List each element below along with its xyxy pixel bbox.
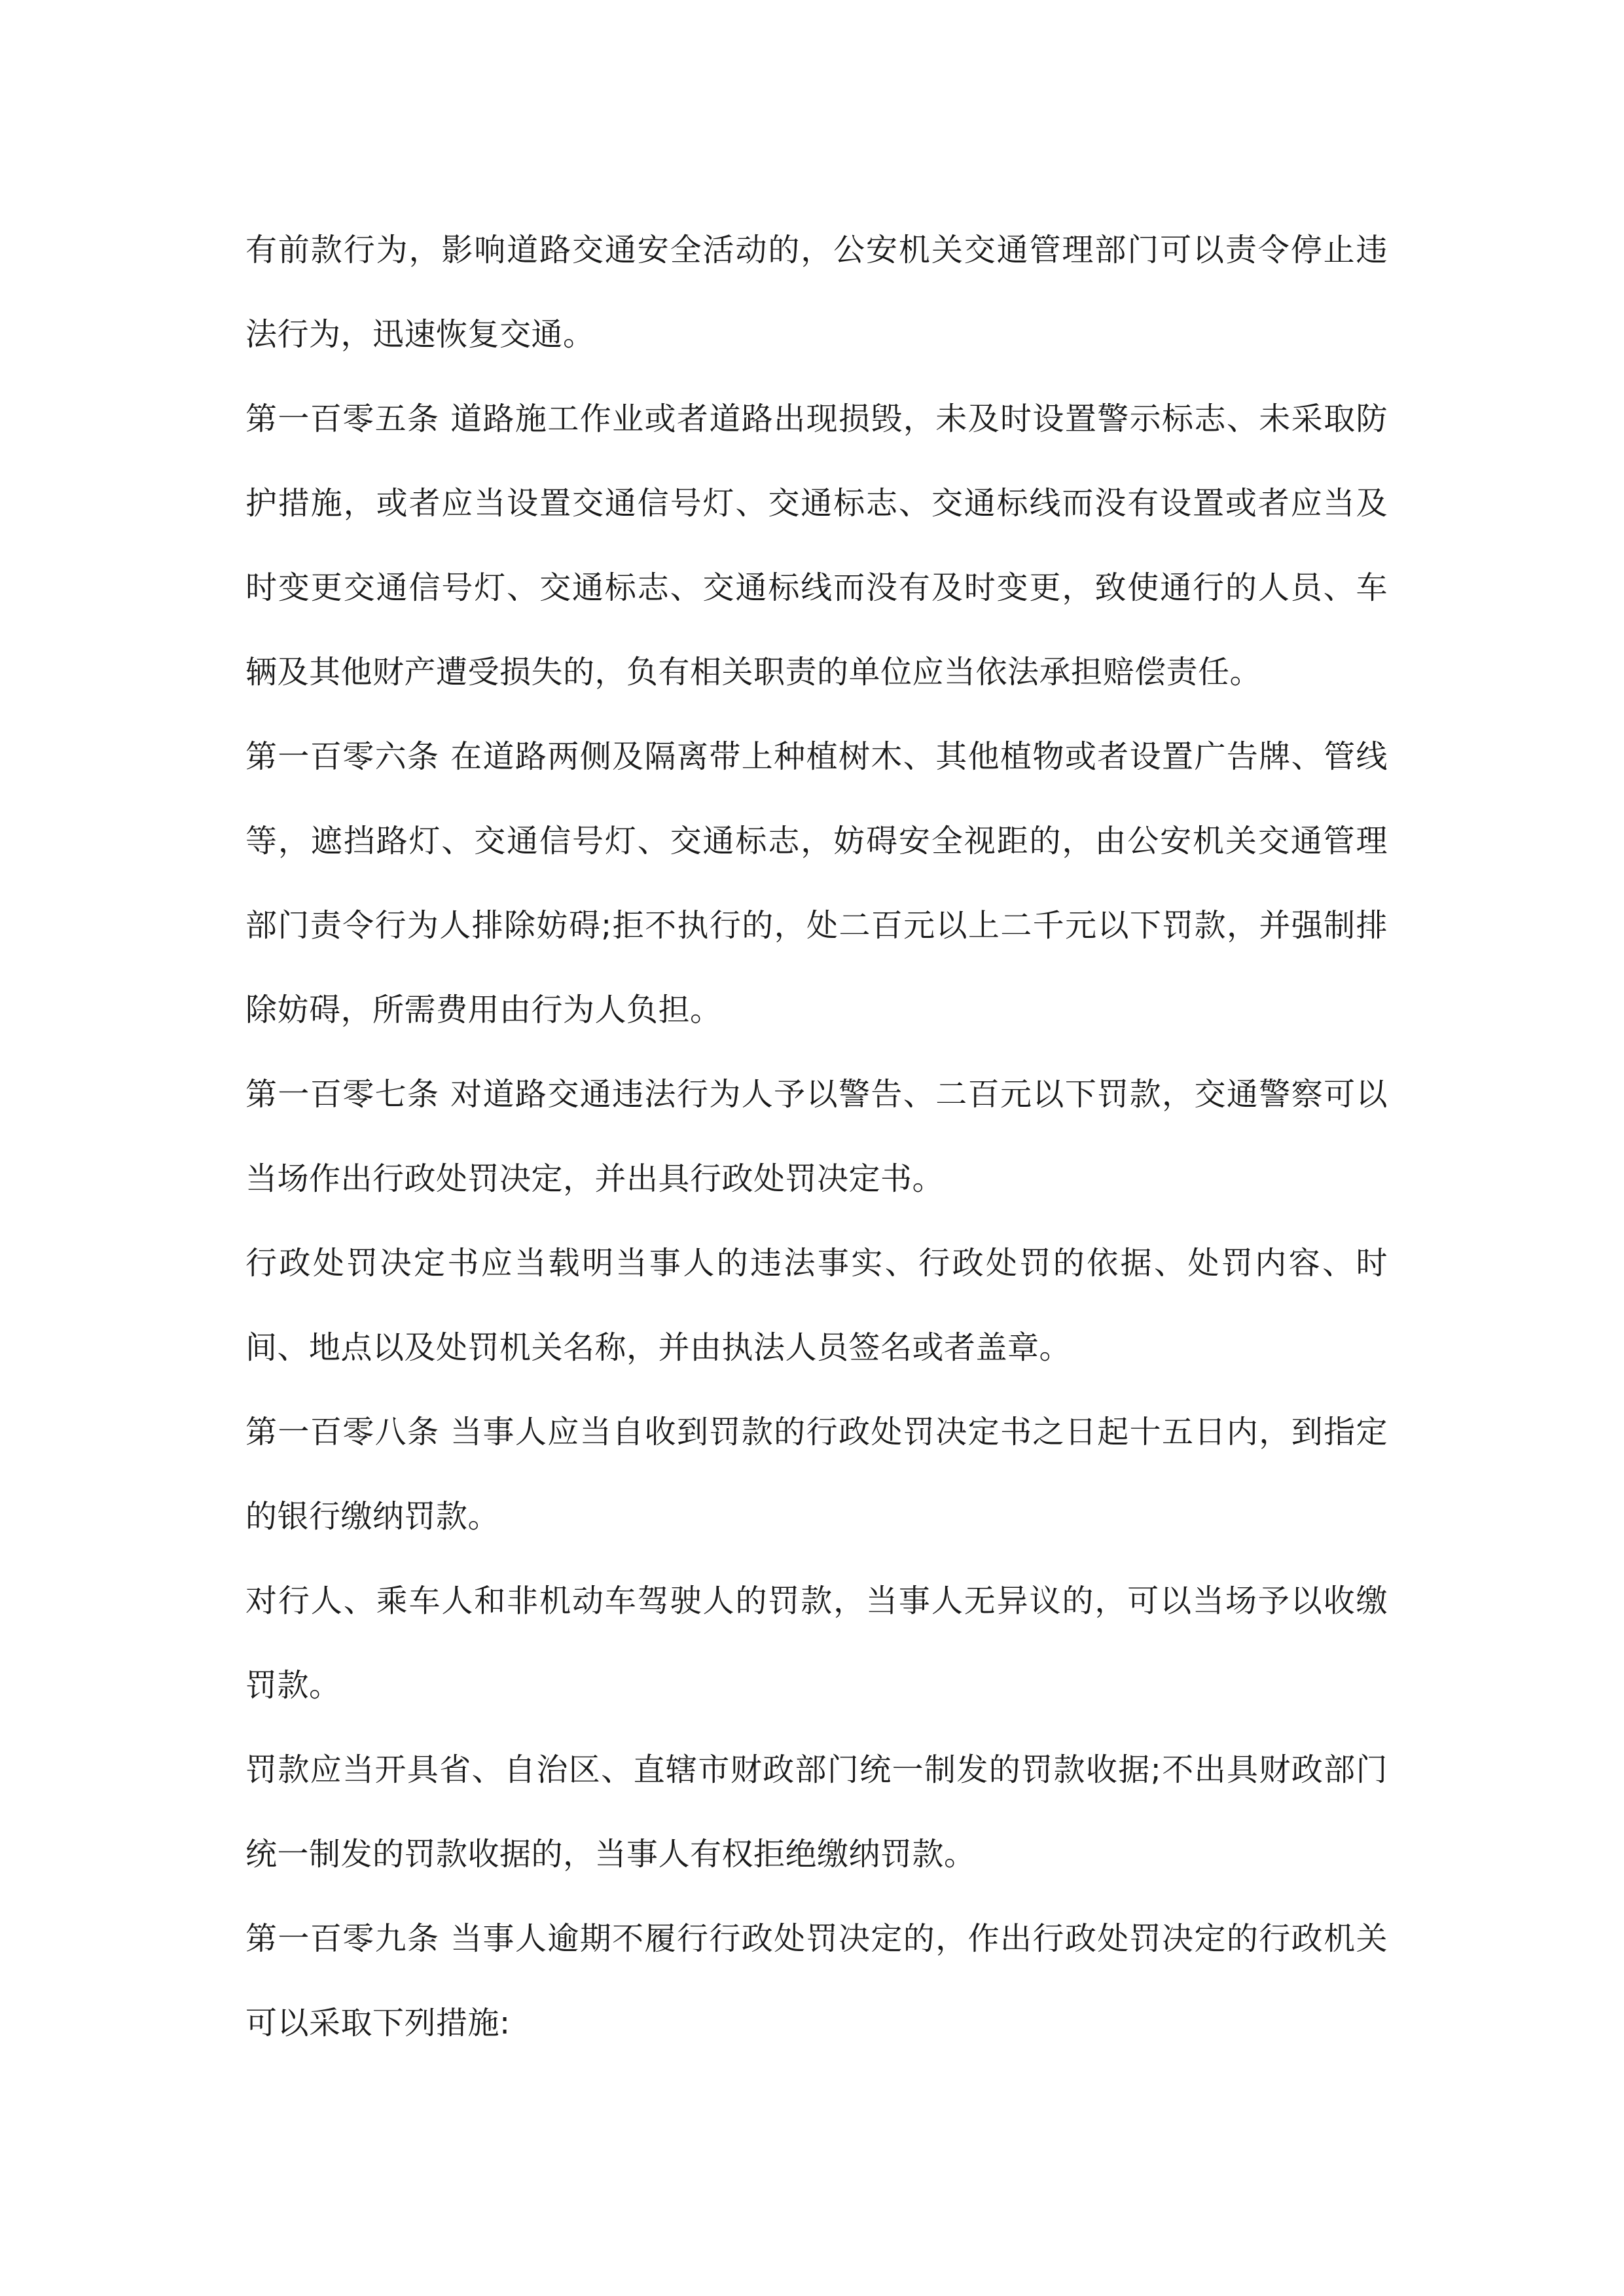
article-107: 第一百零七条 对道路交通违法行为人予以警告、二百元以下罚款，交通警察可以当场作出行政处罚决定，并出具行政处罚决定书。 — [245, 1076, 1388, 1197]
document-body — [245, 208, 1388, 2066]
article-105: 第一百零五条 道路施工作业或者道路出现损毁，未及时设置警示标志、未采取防护措施，或者应当设置交通信号灯、交通标志、交通标线而没有设置或者应当及时变更交通信号灯、交通标志、交通标线而没有及时变更，致使通行的人员、车辆及其他财产遭受损失的，负有相关职责的单位应当依法承担赔偿责任。 — [245, 401, 1388, 691]
article-108-clause-2: 对行人、乘车人和非机动车驾驶人的罚款，当事人无异议的，可以当场予以收缴罚款。 — [245, 1583, 1388, 1704]
paragraph-continuation: 有前款行为，影响道路交通安全活动的，公安机关交通管理部门可以责令停止违法行为，迅速恢复交通。 — [245, 232, 1388, 353]
article-108-clause-3: 罚款应当开具省、自治区、直辖市财政部门统一制发的罚款收据;不出具财政部门统一制发的罚款收据的，当事人有权拒绝缴纳罚款。 — [245, 1751, 1388, 1873]
article-106: 第一百零六条 在道路两侧及隔离带上种植树木、其他植物或者设置广告牌、管线等，遮挡路灯、交通信号灯、交通标志，妨碍安全视距的，由公安机关交通管理部门责令行为人排除妨碍;拒不执行的，处二百元以上二千元以下罚款，并强制排除妨碍，所需费用由行为人负担。 — [245, 738, 1388, 1028]
article-108: 第一百零八条 当事人应当自收到罚款的行政处罚决定书之日起十五日内，到指定的银行缴纳罚款。 — [245, 1414, 1388, 1535]
article-109: 第一百零九条 当事人逾期不履行行政处罚决定的，作出行政处罚决定的行政机关可以采取下列措施: — [245, 1920, 1388, 2041]
article-107-clause-2: 行政处罚决定书应当载明当事人的违法事实、行政处罚的依据、处罚内容、时间、地点以及处罚机关名称，并由执法人员签名或者盖章。 — [245, 1245, 1388, 1366]
